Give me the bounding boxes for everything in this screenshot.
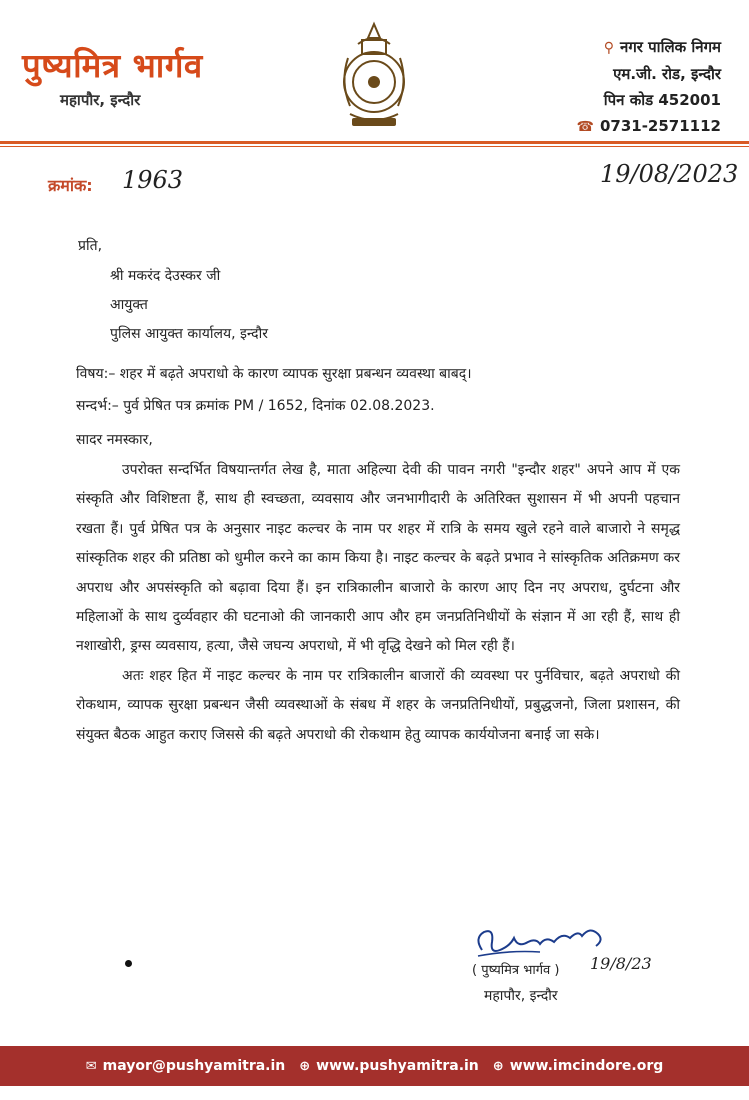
address-line-2: एम.जी. रोड, इन्दौर (613, 65, 721, 83)
footer-email[interactable]: mayor@pushyamitra.in (102, 1058, 286, 1074)
sender-post: महापौर, इन्दौर (60, 91, 141, 109)
globe-icon: ⊕ (492, 1058, 504, 1074)
address-line-1: नगर पालिक निगम (620, 38, 721, 56)
location-pin-icon: ⚲ (603, 40, 615, 56)
addressee-designation: आयुक्त (110, 297, 148, 313)
header-rule (0, 141, 749, 144)
subject-line: विषय:– शहर में बढ़ते अपराधो के कारण व्यापक सुरक्षा प्रबन्धन व्यवस्था बाबद्। (76, 366, 472, 382)
body-paragraph-2: अतः शहर हित में नाइट कल्चर के नाम पर रात्रिकालीन बाजारों की व्यवस्था पर पुर्नविचार, बढ़ते अपराधो की रोकथाम, व्यापक सुरक्षा प्रबन्धन जैसी व्यवस्थाओं के संबध में शहर के जनप्रतिनिधीयों, प्रबुद्धजनो, जिला प्रशासन, की संयुक्त बैठक आहुत कराए जिससे की बढ़ते अपराधो की रोकथाम हेतु व्यापक कार्ययोजना बनाई जा सके। (76, 667, 680, 743)
letter-body (76, 456, 680, 750)
letter-date: 19/08/2023 (600, 160, 739, 188)
office-address (577, 34, 722, 140)
footer-website-2[interactable]: www.imcindore.org (509, 1058, 664, 1074)
phone-number: 0731-2571112 (599, 117, 721, 135)
envelope-icon: ✉ (85, 1058, 97, 1074)
body-paragraph-1: उपरोक्त सन्दर्भित विषयान्तर्गत लेख है, माता अहिल्या देवी की पावन नगरी "इन्दौर शहर" अपने आप में एक संस्कृति और विशिष्टता हैं, साथ ही स्वच्छता, व्यवसाय और जनभागीदारी के अतिरिक्त सुशासन में भी अपनी पहचान रखता हैं। पुर्व प्रेषित पत्र के अनुसार नाइट कल्चर के नाम पर शहर में रात्रि के समय खुले रहने वाले बाजारो ने समृद्ध सांस्कृतिक शहर की प्रतिष्ठा को धुमील करने का काम किया है। नाइट कल्चर के बढ़ते प्रभाव ने सांस्कृतिक अतिक्रमण कर अपराध और अपसंस्कृति को बढ़ावा दिया हैं। इन रात्रिकालीन बाजारो के कारण आए दिन नए अपराध, दुर्घटना और महिलाओं के साथ दुर्व्यवहार की घटनाओ की जानकारी आप और हम जनप्रतिनिधीयों के संज्ञान में आ रही हैं, साथ ही नशाखोरी, ड्रग्स व्यवसाय, हत्या, जैसे जघन्य अपराधो, में भी वृद्धि देखने को मिल रही हैं। (76, 462, 680, 655)
addressee-prefix: प्रति, (78, 238, 103, 254)
reference-label: क्रमांक: (48, 176, 93, 195)
globe-icon: ⊕ (299, 1058, 311, 1074)
reference-number: 1963 (122, 166, 184, 194)
imc-emblem-logo (328, 18, 420, 136)
addressee-name: श्री मकरंद देउस्कर जी (110, 268, 221, 284)
header-rule-thin (0, 146, 749, 147)
footer-bar (0, 1046, 749, 1086)
reference-line: सन्दर्भ:– पुर्व प्रेषित पत्र क्रमांक PM / 1652, दिनांक 02.08.2023. (76, 398, 435, 414)
phone-icon: ☎ (576, 119, 594, 135)
ink-dot (125, 960, 132, 967)
address-line-3: पिन कोड 452001 (603, 91, 721, 109)
signature-date: 19/8/23 (590, 954, 652, 973)
addressee-office: पुलिस आयुक्त कार्यालय, इन्दौर (110, 326, 268, 342)
signatory-post: महापौर, इन्दौर (484, 988, 558, 1004)
signatory-name: ( पुष्यमित्र भार्गव ) (472, 963, 560, 978)
greeting: सादर नमस्कार, (76, 432, 153, 448)
addressee-block (110, 262, 268, 349)
sender-name: पुष्यमित्र भार्गव (22, 46, 203, 85)
footer-website-1[interactable]: www.pushyamitra.in (316, 1058, 479, 1074)
